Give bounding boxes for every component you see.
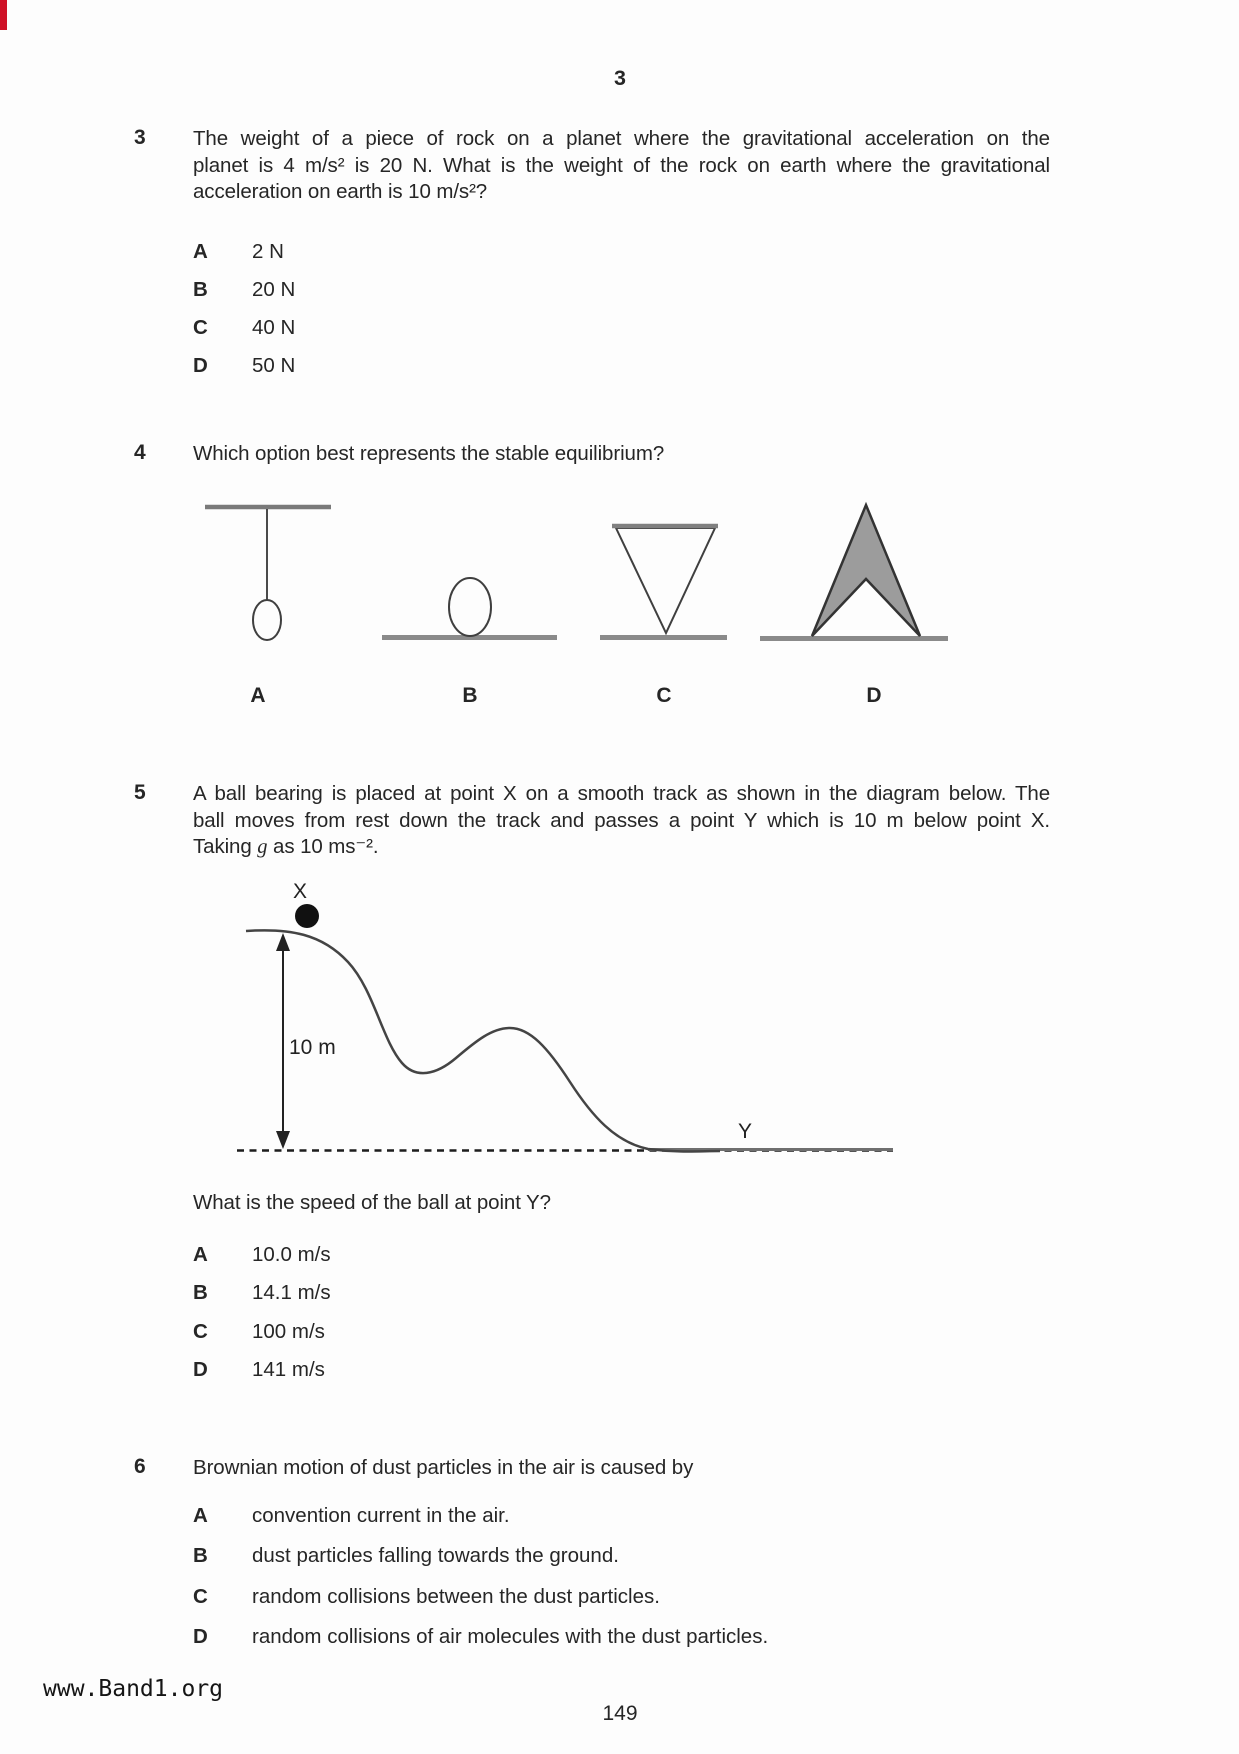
equilibrium-diagrams: [170, 490, 970, 648]
q5-line3-post: as 10 ms⁻².: [267, 835, 379, 858]
ball-b: [449, 578, 491, 636]
question-6-number: 6: [134, 1455, 146, 1478]
q3-option-c-value: 40 N: [252, 316, 296, 339]
q5-line3-pre: Taking: [193, 835, 258, 858]
q5-option-a: [193, 1243, 331, 1267]
q6-option-a-letter: A: [193, 1504, 208, 1527]
q5-option-a-letter: A: [193, 1243, 208, 1266]
diagram-label-c: C: [656, 684, 672, 707]
q5-option-b: [193, 1281, 331, 1305]
q3-option-d-letter: D: [193, 354, 208, 377]
ball-bearing: [295, 904, 319, 928]
q3-option-c: [193, 316, 296, 340]
diagram-label-a: A: [250, 684, 266, 707]
question-3-line-1: The weight of a piece of rock on a planet where the gravitational acceleration on the: [193, 127, 1050, 150]
q6-option-b-value: dust particles falling towards the ground.: [252, 1544, 619, 1567]
question-3-text: [193, 126, 1050, 206]
question-5-number: 5: [134, 781, 146, 804]
question-5-prompt: What is the speed of the ball at point Y?: [193, 1191, 551, 1214]
question-5-text: [193, 781, 1050, 861]
point-x-label: X: [292, 880, 308, 903]
footer-watermark-url: www.Band1.org: [43, 1676, 224, 1702]
q6-option-b: [193, 1544, 619, 1568]
height-arrow-head-up: [276, 933, 290, 951]
diagram-b-ball-on-surface: [382, 578, 557, 638]
q3-option-c-letter: C: [193, 316, 208, 339]
q5-option-c-letter: C: [193, 1320, 208, 1343]
q6-option-d-value: random collisions of air molecules with the dust particles.: [252, 1625, 769, 1648]
q6-option-d: [193, 1625, 769, 1649]
q5-option-b-letter: B: [193, 1281, 208, 1304]
diagram-label-d: D: [866, 684, 882, 707]
height-arrow: [276, 933, 290, 1149]
question-5-line-3: [193, 834, 1050, 861]
inverted-cone-outline: [616, 528, 715, 633]
question-3-line-3: acceleration on earth is 10 m/s²?: [193, 180, 488, 203]
q3-option-b: [193, 278, 296, 302]
point-y-label: Y: [737, 1120, 753, 1143]
height-arrow-head-down: [276, 1131, 290, 1149]
page-footer-number: 149: [602, 1702, 638, 1725]
diagram-a-pendulum: [205, 507, 331, 640]
question-4-number: 4: [134, 441, 146, 464]
q3-option-d: [193, 354, 296, 378]
q3-option-a: [193, 240, 284, 264]
q6-option-c-value: random collisions between the dust particles.: [252, 1585, 660, 1608]
question-4-text: Which option best represents the stable equilibrium?: [193, 442, 665, 465]
diagram-c-inverted-cone: [600, 526, 727, 638]
q3-option-a-letter: A: [193, 240, 208, 263]
pendulum-bob: [253, 600, 281, 640]
q5-option-d-letter: D: [193, 1358, 208, 1381]
q5-option-d-value: 141 m/s: [252, 1358, 325, 1381]
track-diagram: [170, 866, 960, 1168]
scan-edge-mark: [0, 0, 7, 30]
q3-option-b-value: 20 N: [252, 278, 296, 301]
question-3-number: 3: [134, 126, 146, 149]
q5-gravity-symbol: g: [257, 836, 268, 858]
q6-option-c: [193, 1585, 660, 1609]
diagram-label-b: B: [462, 684, 478, 707]
q3-option-b-letter: B: [193, 278, 208, 301]
shaded-cone-shape: [812, 505, 920, 636]
height-label: 10 m: [289, 1036, 336, 1059]
q6-option-a: [193, 1504, 510, 1528]
question-3-line-2: planet is 4 m/s² is 20 N. What is the weight of the rock on earth where the gravitational: [193, 153, 1050, 177]
q5-option-a-value: 10.0 m/s: [252, 1243, 331, 1266]
question-6-text: Brownian motion of dust particles in the air is caused by: [193, 1456, 694, 1479]
q5-option-c-value: 100 m/s: [252, 1320, 325, 1343]
q5-option-b-value: 14.1 m/s: [252, 1281, 331, 1304]
q6-option-a-value: convention current in the air.: [252, 1504, 510, 1527]
diagram-d-shaded-cone: [760, 505, 948, 639]
q3-option-d-value: 50 N: [252, 354, 296, 377]
question-5-line-2: ball moves from rest down the track and passes a point Y which is 10 m below point X.: [193, 808, 1050, 832]
page-header-number: 3: [614, 66, 626, 90]
q3-option-a-value: 2 N: [252, 240, 284, 263]
q5-option-c: [193, 1320, 325, 1344]
q6-option-b-letter: B: [193, 1544, 208, 1567]
question-5-line-1: A ball bearing is placed at point X on a smooth track as shown in the diagram below. The: [193, 782, 1050, 805]
q5-option-d: [193, 1358, 325, 1382]
q6-option-d-letter: D: [193, 1625, 208, 1648]
q6-option-c-letter: C: [193, 1585, 208, 1608]
